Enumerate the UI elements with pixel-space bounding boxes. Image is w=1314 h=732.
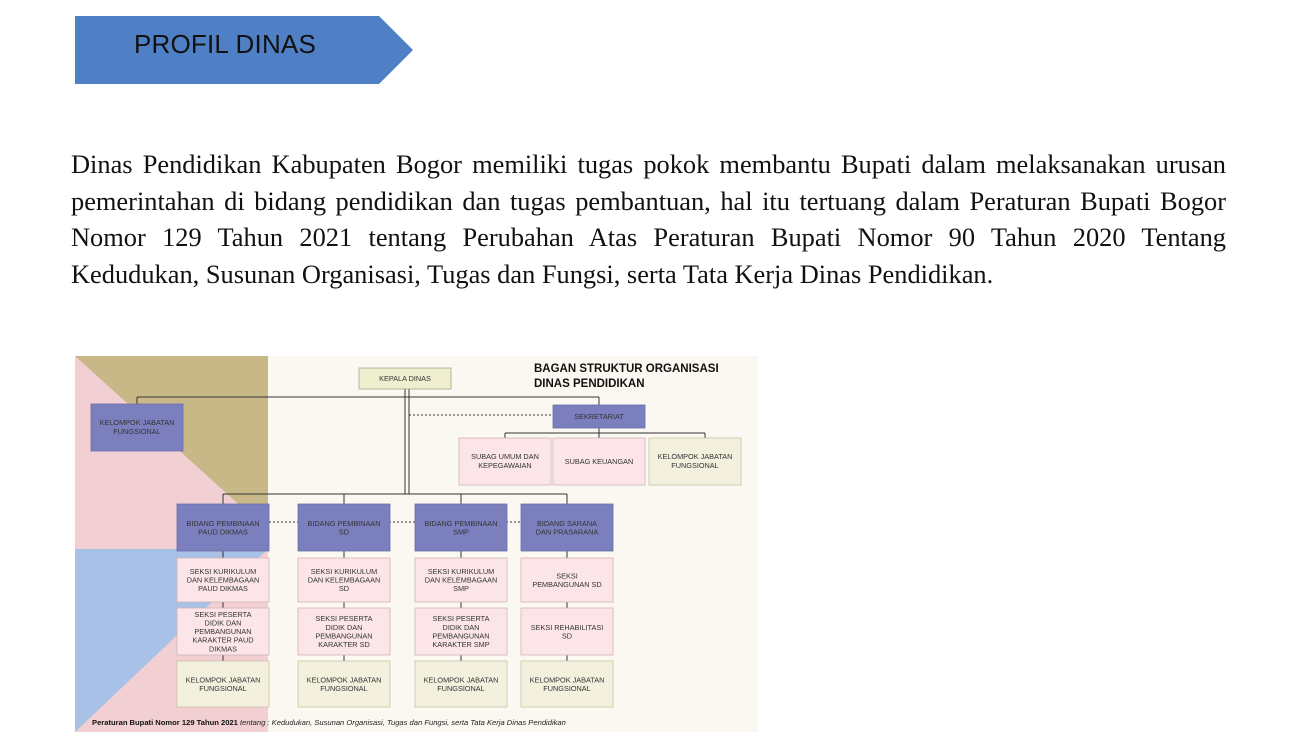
section-1-2-label-2: DIDIK DAN bbox=[204, 618, 242, 628]
fungsional-sekretariat-label-2: FUNGSIONAL bbox=[671, 461, 719, 470]
section-1-1-label-3: PAUD DIKMAS bbox=[198, 584, 248, 594]
sekretariat-label: SEKRETARIAT bbox=[574, 412, 624, 421]
section-2-2-label-1: SEKSI PESERTA bbox=[315, 614, 373, 624]
section-3-2-label-3: PEMBANGUNAN bbox=[432, 631, 490, 641]
org-chart-footer bbox=[92, 718, 566, 727]
footer-regulation-topic: tentang : Kedudukan, Susunan Organisasi, Tugas dan Fungsi, serta Tata Kerja Dinas Pendidikan bbox=[237, 718, 566, 727]
section-4-2-label-1: SEKSI REHABILITASI bbox=[530, 622, 604, 632]
intro-paragraph: Dinas Pendidikan Kabupaten Bogor memiliki tugas pokok membantu Bupati dalam melaksanakan urusan pemerintahan di bidang pendidikan dan tugas pembantuan, hal itu tertuang dalam Peraturan Bupati Bogor Nomor 129 Tahun 2021 tentang Perubahan Atas Peraturan Bupati Nomor 90 Tahun 2020 Tentang Kedudukan, Susunan Organisasi, Tugas dan Fungsi, serta Tata Kerja Dinas Pendidikan. bbox=[71, 149, 1226, 289]
section-3-2-label-4: KARAKTER SMP bbox=[432, 640, 490, 649]
org-chart-title-line2: DINAS PENDIDIKAN bbox=[534, 378, 645, 390]
section-2-1-label-1: SEKSI KURIKULUM bbox=[310, 567, 378, 576]
division-1-label-2: PAUD DIKMAS bbox=[198, 527, 248, 537]
section-1-2-label-1: SEKSI PESERTA bbox=[194, 609, 252, 619]
section-1-1-label-1: SEKSI KURIKULUM bbox=[189, 567, 257, 576]
section-1-2-label-3: PEMBANGUNAN bbox=[194, 627, 252, 637]
section-1-3-label-1: KELOMPOK JABATAN bbox=[185, 675, 261, 685]
section-2-2-label-2: DIDIK DAN bbox=[325, 622, 363, 632]
section-3-2-label-1: SEKSI PESERTA bbox=[432, 614, 490, 624]
section-4-1-label-2: PEMBANGUNAN SD bbox=[532, 579, 602, 589]
subag-umum-label-1: SUBAG UMUM DAN bbox=[471, 452, 539, 461]
division-1-label-1: BIDANG PEMBINAAN bbox=[186, 518, 260, 528]
org-chart-image bbox=[75, 356, 758, 732]
section-1-3-label-2: FUNGSIONAL bbox=[199, 683, 247, 693]
division-3-label-1: BIDANG PEMBINAAN bbox=[424, 518, 498, 528]
subag-umum-label-2: KEPEGAWAIAN bbox=[478, 461, 532, 470]
section-3-1-label-1: SEKSI KURIKULUM bbox=[427, 567, 495, 576]
kelompok-jabatan-fungsional-label-1: KELOMPOK JABATAN bbox=[99, 418, 175, 427]
kelompok-jabatan-fungsional-label-2: FUNGSIONAL bbox=[113, 427, 161, 436]
section-3-3-label-1: KELOMPOK JABATAN bbox=[423, 675, 499, 685]
section-2-1-label-2: DAN KELEMBAGAAN bbox=[307, 575, 381, 585]
division-3-label-2: SMP bbox=[453, 527, 469, 537]
section-3-1-label-3: SMP bbox=[453, 584, 469, 594]
section-3-1-label-2: DAN KELEMBAGAAN bbox=[424, 575, 498, 585]
section-2-2-label-3: PEMBANGUNAN bbox=[315, 631, 373, 641]
division-2-label-1: BIDANG PEMBINAAN bbox=[307, 518, 381, 528]
section-1-2-label-5: DIKMAS bbox=[209, 644, 237, 654]
section-3-2-label-2: DIDIK DAN bbox=[442, 622, 480, 632]
section-4-3-label-2: FUNGSIONAL bbox=[543, 683, 591, 693]
section-2-3-label-1: KELOMPOK JABATAN bbox=[306, 675, 382, 685]
section-4-1-label-1: SEKSI bbox=[556, 571, 578, 581]
division-2-label-2: SD bbox=[338, 527, 350, 537]
division-4-label-2: DAN PRASARANA bbox=[535, 527, 599, 537]
banner-title: PROFIL DINAS bbox=[133, 29, 317, 59]
section-3-3-label-2: FUNGSIONAL bbox=[437, 683, 485, 693]
section-1-1-label-2: DAN KELEMBAGAAN bbox=[186, 575, 260, 585]
fungsional-sekretariat-label-1: KELOMPOK JABATAN bbox=[657, 452, 733, 461]
footer-regulation: Peraturan Bupati Nomor 129 Tahun 2021 bbox=[92, 718, 238, 727]
org-chart-title-line1: BAGAN STRUKTUR ORGANISASI bbox=[534, 363, 719, 375]
section-1-2-label-4: KARAKTER PAUD bbox=[192, 635, 254, 645]
section-2-1-label-3: SD bbox=[338, 584, 350, 594]
division-4-label-1: BIDANG SARANA bbox=[536, 518, 598, 528]
subag-keuangan-label: SUBAG KEUANGAN bbox=[564, 457, 634, 466]
section-4-2-label-2: SD bbox=[561, 631, 573, 641]
kepala-dinas-label: KEPALA DINAS bbox=[379, 374, 431, 383]
org-chart-svg bbox=[75, 356, 758, 732]
section-2-2-label-4: KARAKTER SD bbox=[318, 640, 370, 649]
section-2-3-label-2: FUNGSIONAL bbox=[320, 683, 368, 693]
profil-dinas-banner bbox=[75, 16, 413, 84]
section-4-3-label-1: KELOMPOK JABATAN bbox=[529, 675, 605, 685]
